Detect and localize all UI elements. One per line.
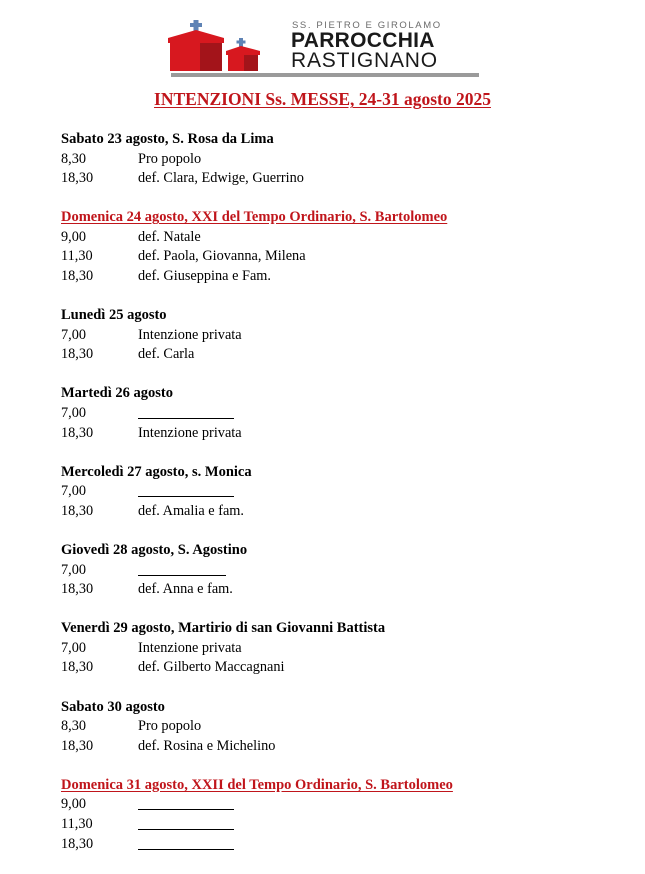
mass-time: 9,00 — [61, 228, 87, 245]
blank-intention-line — [138, 849, 234, 850]
mass-entry — [61, 345, 621, 365]
mass-entry — [61, 326, 621, 346]
header-rule — [171, 73, 479, 77]
mass-time: 9,00 — [61, 796, 87, 813]
mass-entry — [61, 639, 621, 659]
day-block — [61, 384, 621, 443]
mass-time: 18,30 — [61, 737, 94, 754]
day-block — [61, 306, 621, 365]
mass-entry — [61, 580, 621, 600]
blank-intention-line — [138, 496, 234, 497]
mass-entry — [61, 502, 621, 522]
mass-intention: Intenzione privata — [138, 424, 242, 441]
parish-name: RASTIGNANO — [291, 49, 438, 72]
mass-intention: def. Rosina e Michelino — [138, 737, 276, 754]
day-block — [61, 619, 621, 678]
mass-intention: def. Gilberto Maccagnani — [138, 659, 285, 676]
mass-intention: def. Carla — [138, 346, 195, 363]
mass-entry — [61, 169, 621, 189]
mass-time: 18,30 — [61, 268, 94, 285]
parish-header — [166, 18, 486, 80]
mass-time: 7,00 — [61, 639, 87, 656]
mass-entry — [61, 815, 621, 835]
mass-time: 7,00 — [61, 561, 87, 578]
mass-time: 8,30 — [61, 150, 87, 167]
mass-time: 18,30 — [61, 346, 94, 363]
day-block — [61, 698, 621, 757]
mass-intention: def. Paola, Giovanna, Milena — [138, 248, 306, 265]
day-block — [61, 541, 621, 600]
blank-intention-line — [138, 829, 234, 830]
mass-entry — [61, 795, 621, 815]
mass-schedule — [61, 130, 621, 874]
day-heading: Venerdì 29 agosto, Martirio di san Giovanni Battista — [61, 620, 386, 637]
mass-time: 8,30 — [61, 718, 87, 735]
mass-time: 11,30 — [61, 248, 93, 265]
day-heading: Domenica 24 agosto, XXI del Tempo Ordinario, S. Bartolomeo — [61, 209, 448, 226]
day-heading: Domenica 31 agosto, XXII del Tempo Ordinario, S. Bartolomeo — [61, 776, 453, 793]
mass-time: 18,30 — [61, 502, 94, 519]
day-heading: Sabato 30 agosto — [61, 698, 165, 715]
page-title: INTENZIONI Ss. MESSE, 24-31 agosto 2025 — [154, 89, 491, 109]
parish-label: PARROCCHIA — [291, 29, 435, 52]
mass-intention: Pro popolo — [138, 718, 202, 735]
blank-intention-line — [138, 809, 234, 810]
church-logo-icon — [166, 18, 266, 74]
day-heading: Giovedì 28 agosto, S. Agostino — [61, 542, 248, 558]
mass-entry — [61, 737, 621, 757]
mass-entry — [61, 717, 621, 737]
mass-time: 7,00 — [61, 405, 87, 422]
day-heading: Martedì 26 agosto — [61, 385, 173, 402]
mass-intention: Pro popolo — [138, 150, 202, 167]
mass-time: 11,30 — [61, 816, 93, 833]
mass-entry — [61, 267, 621, 287]
day-block — [61, 776, 621, 854]
mass-entry — [61, 482, 621, 502]
day-heading: Sabato 23 agosto, S. Rosa da Lima — [61, 131, 274, 147]
mass-intention: Intenzione privata — [138, 639, 242, 656]
mass-entry — [61, 247, 621, 267]
mass-intention: def. Natale — [138, 228, 201, 245]
day-block — [61, 130, 621, 189]
mass-time: 18,30 — [61, 659, 94, 676]
parish-saints: SS. PIETRO E GIROLAMO — [292, 20, 442, 31]
mass-time: 18,30 — [61, 581, 94, 598]
mass-intention: def. Anna e fam. — [138, 581, 233, 598]
day-block — [61, 463, 621, 522]
mass-intention: Intenzione privata — [138, 326, 242, 343]
mass-entry — [61, 404, 621, 424]
mass-time: 7,00 — [61, 483, 87, 500]
mass-time: 18,30 — [61, 424, 94, 441]
blank-intention-line — [138, 418, 234, 419]
day-heading: Mercoledì 27 agosto, s. Monica — [61, 463, 252, 480]
day-block — [61, 208, 621, 286]
mass-entry — [61, 150, 621, 170]
mass-intention: def. Giuseppina e Fam. — [138, 268, 272, 285]
mass-intention: def. Clara, Edwige, Guerrino — [138, 170, 304, 187]
mass-entry — [61, 424, 621, 444]
mass-entry — [61, 228, 621, 248]
mass-entry — [61, 658, 621, 678]
mass-time: 18,30 — [61, 835, 94, 852]
mass-intention: def. Amalia e fam. — [138, 502, 244, 519]
mass-time: 18,30 — [61, 170, 94, 187]
mass-entry — [61, 561, 621, 581]
day-heading: Lunedì 25 agosto — [61, 307, 167, 324]
mass-time: 7,00 — [61, 326, 87, 343]
mass-entry — [61, 835, 621, 855]
blank-intention-line — [138, 575, 226, 576]
